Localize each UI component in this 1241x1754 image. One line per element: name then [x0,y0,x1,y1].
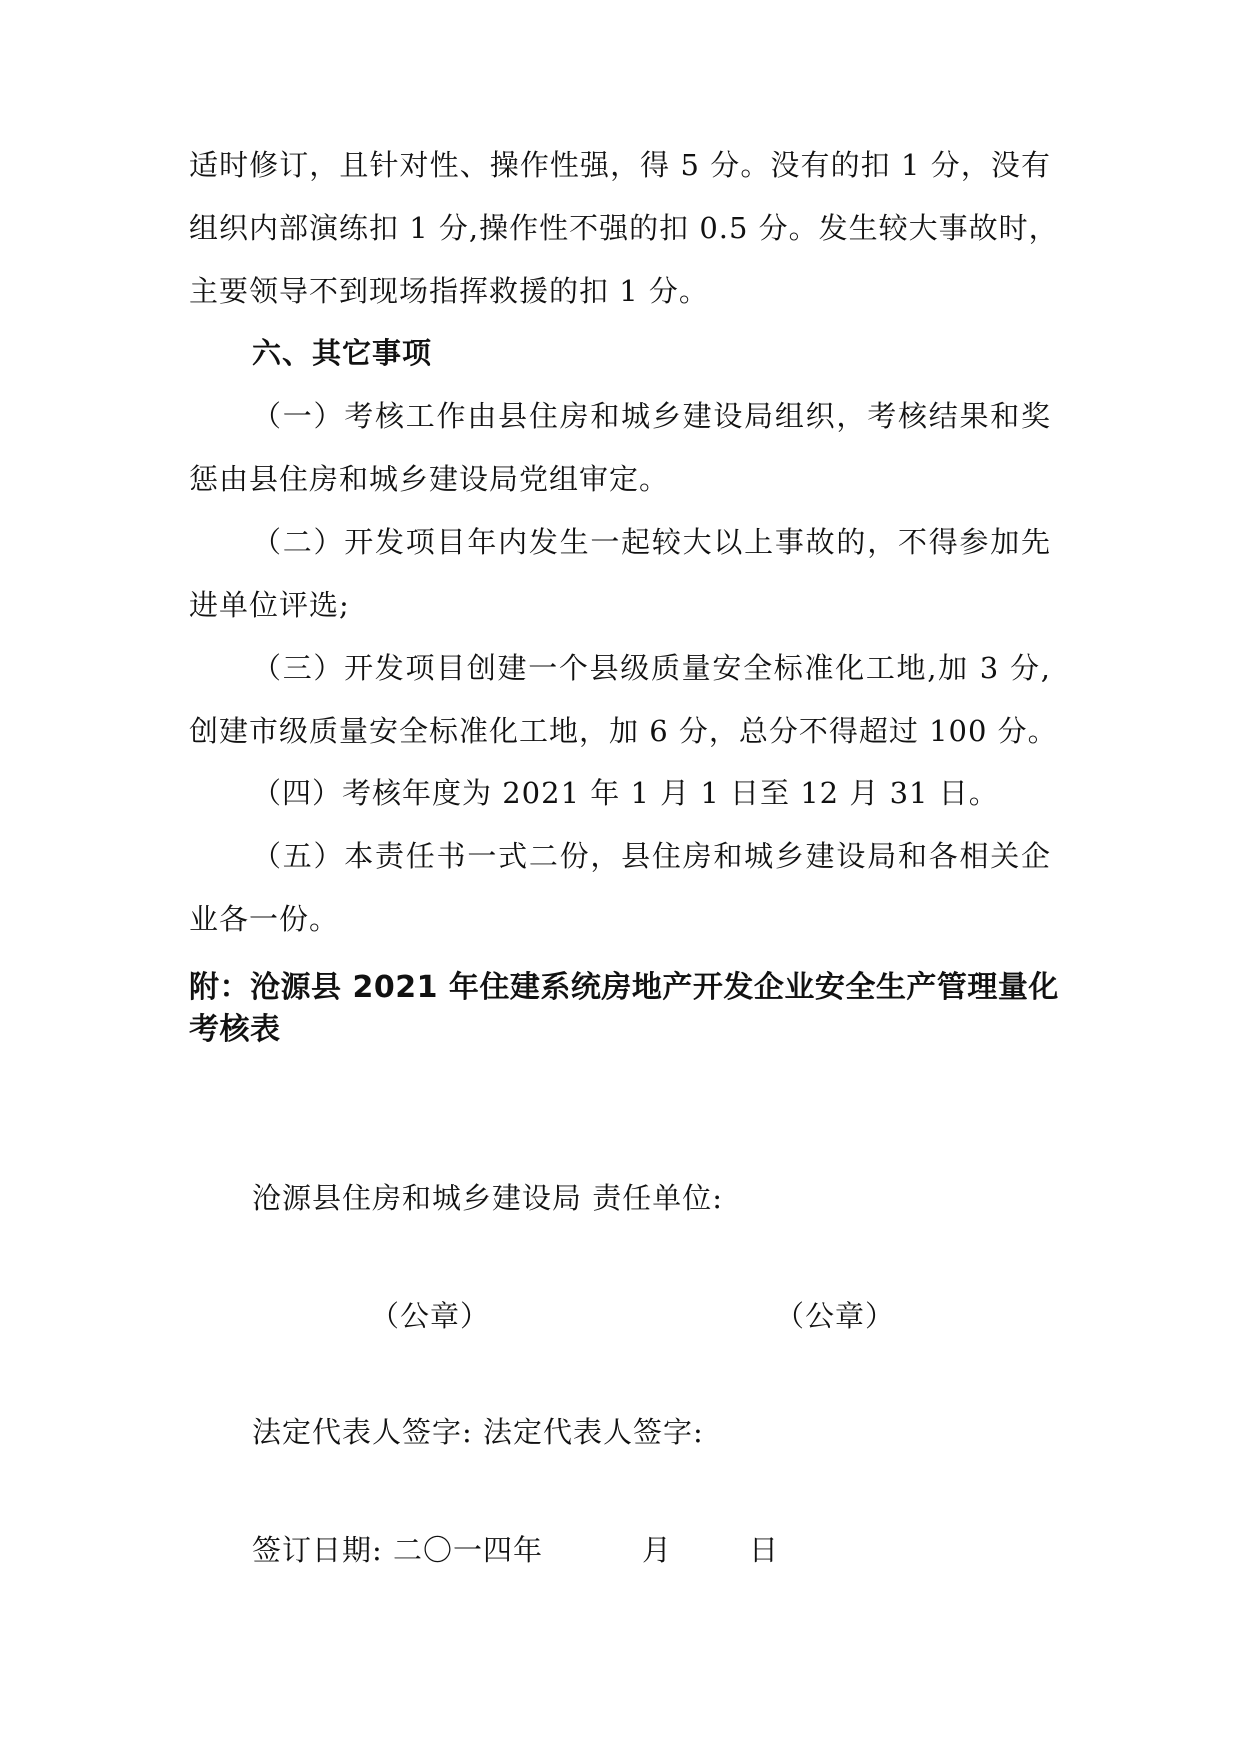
signing-date-day: 日 [749,1533,780,1567]
item-line: 创建市级质量安全标准化工地，加 6 分，总分不得超过 100 分。 [189,714,1058,748]
attachment-title: 考核表 [189,1012,281,1047]
section-heading: 六、其它事项 [252,336,433,370]
paragraph-line: 组织内部演练扣 1 分,操作性不强的扣 0.5 分。发生较大事故时， [189,211,1059,245]
seal-left: （公章） [370,1299,491,1333]
item-line: （三）开发项目创建一个县级质量安全标准化工地,加 3 分, [252,651,1051,685]
representative-signatures: 法定代表人签字: 法定代表人签字: [252,1415,704,1449]
paragraph-line: 适时修订，且针对性、操作性强，得 5 分。没有的扣 1 分，没有 [189,148,1051,182]
signature-parties: 沧源县住房和城乡建设局 责任单位: [252,1181,723,1215]
item-line: 惩由县住房和城乡建设局党组审定。 [189,462,670,496]
attachment-title: 附：沧源县 2021 年住建系统房地产开发企业安全生产管理量化 [189,970,1059,1005]
item-line: （一）考核工作由县住房和城乡建设局组织，考核结果和奖 [252,399,1051,433]
signing-date-label: 签订日期: 二〇一四年 [252,1533,543,1567]
seal-right: （公章） [775,1299,896,1333]
item-line: 进单位评选; [189,588,350,622]
paragraph-line: 主要领导不到现场指挥救援的扣 1 分。 [189,274,709,308]
item-line: （五）本责任书一式二份，县住房和城乡建设局和各相关企 [252,839,1051,873]
item-line: （二）开发项目年内发生一起较大以上事故的，不得参加先 [252,525,1051,559]
signing-date-month: 月 [642,1533,673,1567]
item-line: （四）考核年度为 2021 年 1 月 1 日至 12 月 31 日。 [252,776,999,810]
item-line: 业各一份。 [189,902,340,936]
